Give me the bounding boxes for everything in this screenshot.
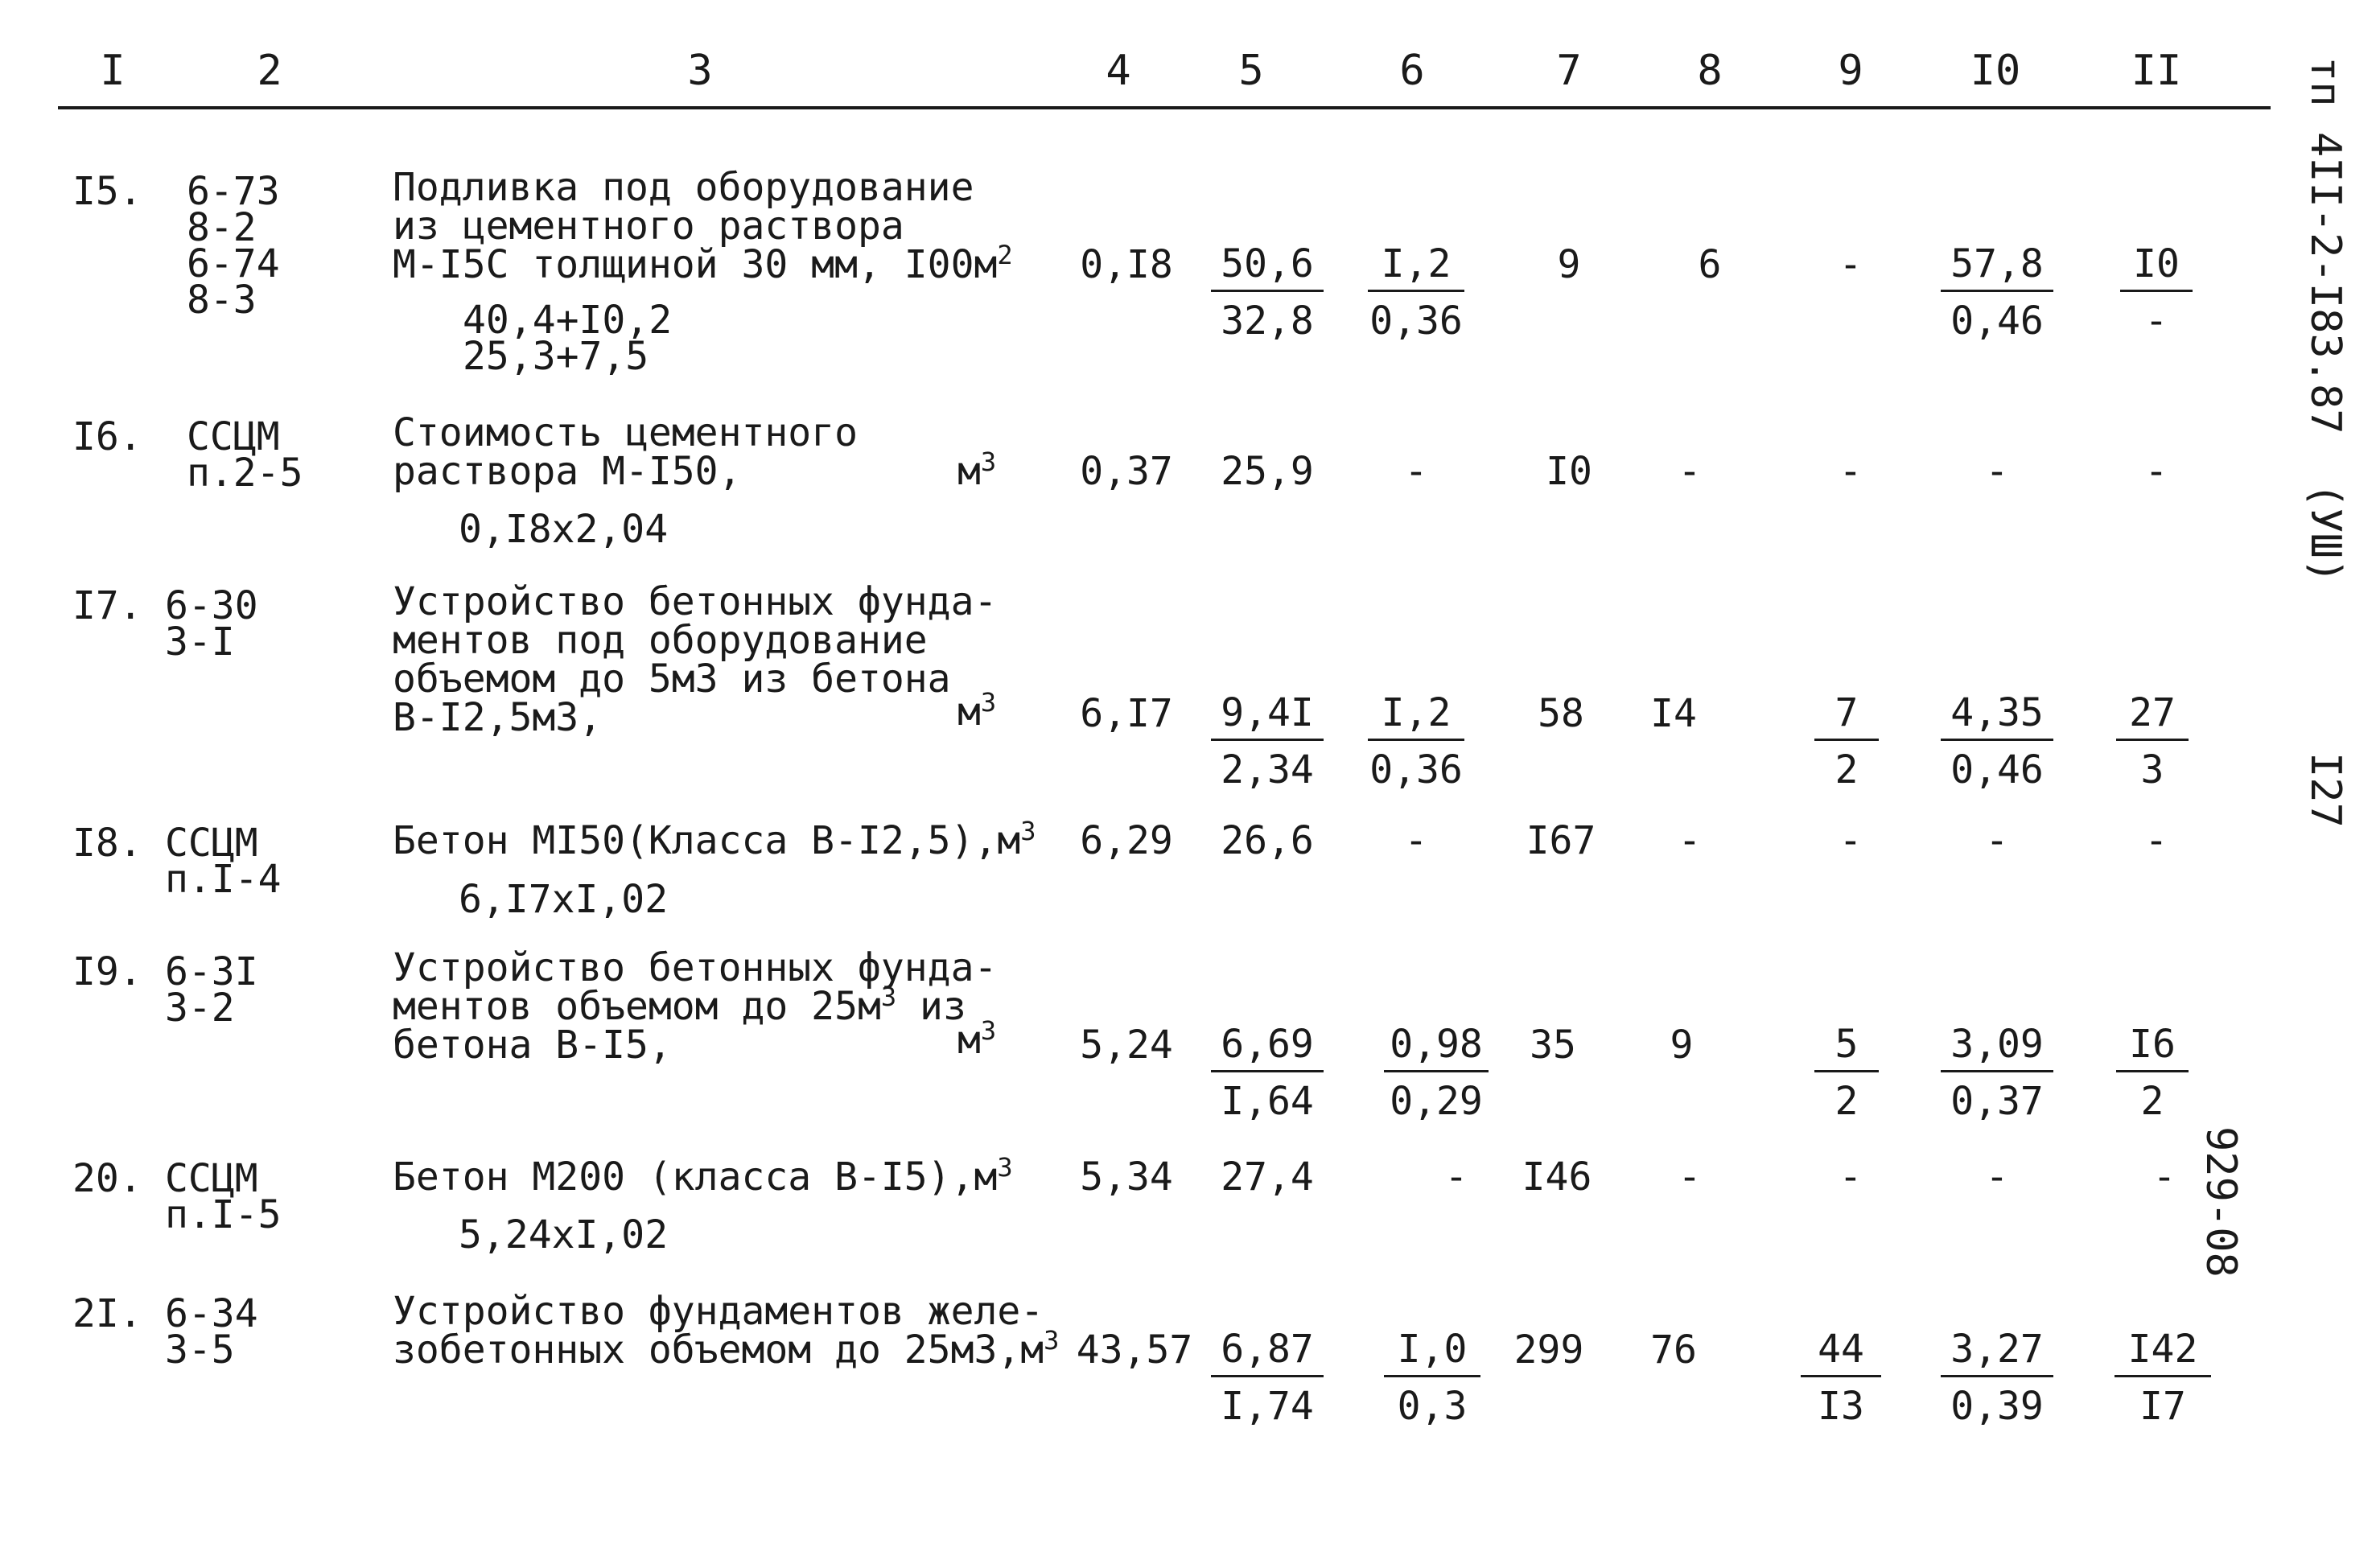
col-header-4: 4 [1106, 47, 1131, 95]
document-code: тп 4II-2-I83.87 [2301, 56, 2349, 434]
row-20-col7: I46 [1522, 1154, 1592, 1200]
col-header-8: 8 [1697, 47, 1723, 95]
row-21-desc-1: Устройство фундаментов желе- [393, 1289, 1044, 1334]
row-21-col9: 44 I3 [1801, 1327, 1881, 1429]
row-20-col9: - [1839, 1154, 1863, 1200]
row-20-col11: - [2152, 1154, 2176, 1200]
row-15-col5: 50,6 32,8 [1211, 241, 1324, 344]
row-15-code-2: 8-2 [187, 205, 257, 250]
row-20-col8: - [1678, 1154, 1702, 1200]
row-20-calc-1: 5,24хI,02 [459, 1212, 669, 1257]
row-18-desc-1: Бетон МI50(Класса $В-I2,5),м^3$ [393, 816, 1036, 863]
row-18-num: I8. [72, 821, 142, 866]
col-header-1: I [100, 47, 126, 95]
row-15-calc-2: 25,3+7,5 [463, 334, 649, 379]
row-18-code-2: п.I-4 [165, 857, 282, 902]
row-16-unit: $м^3$ [957, 447, 997, 494]
row-21-desc-2: зобетонных объемом до $25м3,м^3$ [393, 1325, 1060, 1373]
row-17-col6: I,2 0,36 [1368, 690, 1464, 792]
col-header-5: 5 [1238, 47, 1264, 95]
row-16-col4: 0,37 [1080, 449, 1173, 494]
row-17-num: I7. [72, 583, 142, 628]
row-16-col5: 25,9 [1221, 449, 1314, 494]
row-17-code-2: 3-I [165, 619, 235, 665]
row-19-col5: 6,69 I,64 [1211, 1022, 1324, 1124]
row-15-code-4: 8-3 [187, 278, 257, 323]
row-19-desc-1: Устройство бетонных фунда- [393, 945, 998, 990]
row-18-col8: - [1678, 818, 1702, 863]
row-19-col9: 5 2 [1814, 1022, 1879, 1124]
row-20-col10: - [1985, 1154, 2009, 1200]
row-18-col6: - [1404, 818, 1428, 863]
row-17-unit: $м^3$ [957, 687, 997, 735]
row-16-desc-2: раствора М-I50, [393, 449, 742, 494]
row-17-col7: 58 [1538, 691, 1584, 736]
row-21-col4: 43,57 [1076, 1327, 1193, 1373]
row-15-desc-3: М-I5С толщиной 30 мм, $I00м^2$ [393, 240, 1013, 287]
row-15-col11: I0 - [2120, 241, 2193, 344]
row-21-col5: 6,87 I,74 [1211, 1327, 1324, 1429]
row-17-desc-2: ментов под оборудование [393, 618, 928, 663]
row-17-desc-4: В-I2,5м3, [393, 695, 603, 740]
col-header-6: 6 [1399, 47, 1425, 95]
row-21-code-1: 6-34 [165, 1291, 258, 1336]
row-20-code-1: ССЦМ [165, 1156, 258, 1201]
row-16-desc-1: Стоимость цементного [393, 410, 858, 455]
header-rule [58, 106, 2271, 109]
col-header-7: 7 [1556, 47, 1582, 95]
row-15-desc-2: из цементного раствора [393, 204, 904, 249]
album-number: (УШ) [2301, 483, 2349, 584]
row-19-col11: I6 2 [2116, 1022, 2189, 1124]
page-number: I27 [2301, 752, 2349, 828]
row-19-unit: $м^3$ [957, 1015, 997, 1063]
row-15-code-1: 6-73 [187, 169, 280, 214]
row-16-code-2: п.2-5 [187, 451, 303, 496]
row-20-desc-1: Бетон М200 (класса $В-I5),м^3$ [393, 1152, 1013, 1200]
row-19-num: I9. [72, 949, 142, 994]
row-16-col9: - [1839, 449, 1863, 494]
col-header-11: II [2131, 47, 2182, 95]
row-16-col11: - [2144, 449, 2168, 494]
row-17-col11: 27 3 [2116, 690, 2189, 792]
row-20-col4: 5,34 [1080, 1154, 1173, 1200]
row-15-desc-1: Подливка под оборудование [393, 165, 974, 210]
row-15-code-3: 6-74 [187, 241, 280, 286]
row-18-col4: 6,29 [1080, 818, 1173, 863]
row-21-col7: 299 [1513, 1327, 1584, 1373]
row-15-col4: 0,I8 [1080, 242, 1173, 287]
row-19-col4: 5,24 [1080, 1023, 1173, 1068]
row-18-col7: I67 [1526, 818, 1596, 863]
row-18-col9: - [1839, 818, 1863, 863]
row-15-col9: - [1839, 242, 1863, 287]
col-header-10: I0 [1970, 47, 2021, 95]
row-19-desc-3: бетона В-I5, [393, 1023, 672, 1068]
row-16-code-1: ССЦМ [187, 414, 280, 459]
row-17-col9: 7 2 [1814, 690, 1879, 792]
row-15-calc-1: 40,4+I0,2 [463, 298, 673, 343]
row-15-col8: 6 [1698, 242, 1722, 287]
row-19-code-2: 3-2 [165, 986, 235, 1031]
row-19-col8: 9 [1670, 1023, 1694, 1068]
row-18-col5: 26,6 [1221, 818, 1314, 863]
row-18-calc-1: 6,I7хI,02 [459, 877, 669, 922]
row-16-col8: - [1678, 449, 1702, 494]
row-19-col7: 35 [1530, 1023, 1576, 1068]
row-15-num: I5. [72, 169, 142, 214]
row-20-col6: - [1444, 1154, 1468, 1200]
row-17-col10: 4,35 0,46 [1941, 690, 2053, 792]
row-15-col6: I,2 0,36 [1368, 241, 1464, 344]
row-15-col7: 9 [1557, 242, 1581, 287]
row-19-col10: 3,09 0,37 [1941, 1022, 2053, 1124]
row-18-col10: - [1985, 818, 2009, 863]
row-17-code-1: 6-30 [165, 583, 258, 628]
col-header-9: 9 [1838, 47, 1863, 95]
row-18-col11: - [2144, 818, 2168, 863]
row-16-col10: - [1985, 449, 2009, 494]
row-18-code-1: ССЦМ [165, 821, 258, 866]
row-21-col6: I,0 0,3 [1384, 1327, 1480, 1429]
row-16-col6: - [1404, 449, 1428, 494]
row-16-col7: I0 [1546, 449, 1592, 494]
row-20-num: 20. [72, 1156, 142, 1201]
row-17-col8: I4 [1650, 691, 1697, 736]
row-21-num: 2I. [72, 1291, 142, 1336]
row-17-col4: 6,I7 [1080, 691, 1173, 736]
col-header-2: 2 [257, 47, 282, 95]
row-21-code-2: 3-5 [165, 1327, 235, 1373]
row-20-code-2: п.I-5 [165, 1192, 282, 1237]
row-16-calc-1: 0,I8х2,04 [459, 507, 669, 552]
row-19-col6: 0,98 0,29 [1384, 1022, 1489, 1124]
row-19-desc-2: ментов объемом до $25м^3$ из [393, 982, 966, 1029]
row-21-col11: I42 I7 [2115, 1327, 2211, 1429]
row-17-desc-3: объемом до 5м3 из бетона [393, 656, 951, 702]
row-21-col8: 76 [1650, 1327, 1697, 1373]
row-16-num: I6. [72, 414, 142, 459]
row-20-col5: 27,4 [1221, 1154, 1314, 1200]
row-15-col10: 57,8 0,46 [1941, 241, 2053, 344]
row-17-col5: 9,4I 2,34 [1211, 690, 1324, 792]
row-21-col10: 3,27 0,39 [1941, 1327, 2053, 1429]
col-header-3: 3 [687, 47, 713, 95]
row-17-desc-1: Устройство бетонных фунда- [393, 579, 998, 624]
stamp-number: 929-08 [2197, 1126, 2245, 1278]
row-19-code-1: 6-3I [165, 949, 258, 994]
